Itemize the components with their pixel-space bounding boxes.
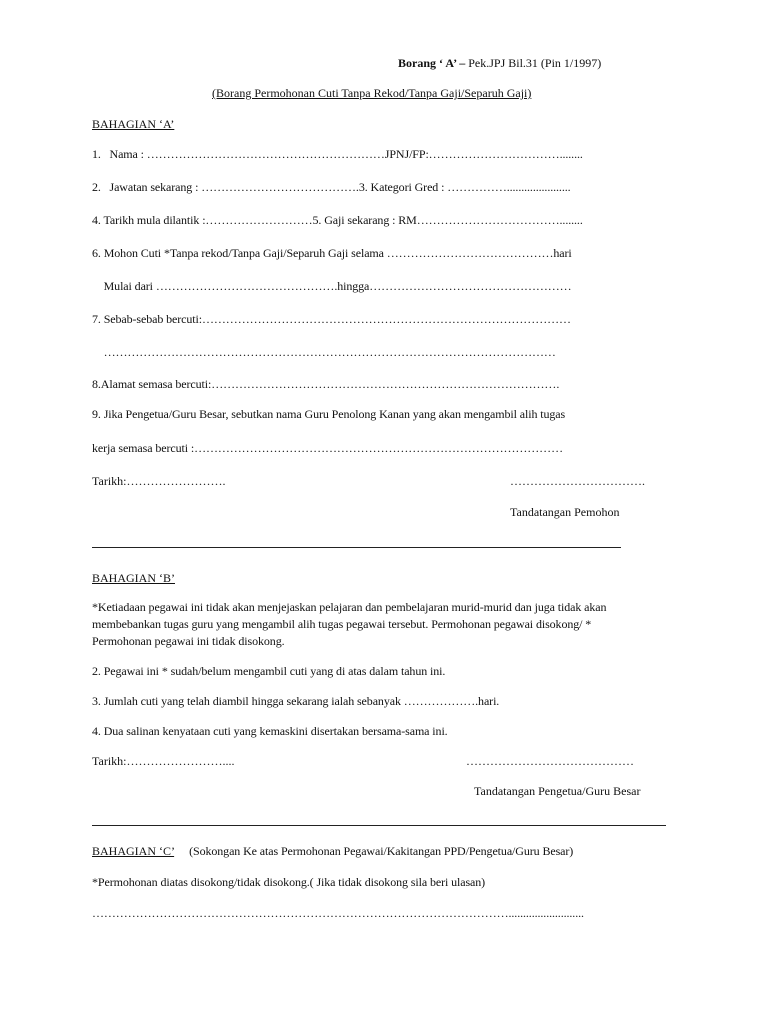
signature-label-pengetua: Tandatangan Pengetua/Guru Besar [474,784,641,798]
form-label: Borang ‘ A’ – [398,56,466,70]
section-c-heading [92,844,573,858]
signature-label-pemohon: Tandatangan Pemohon [510,505,620,519]
field-alamat[interactable]: 8.Alamat semasa bercuti:……………………………………………………………………………. [92,377,560,391]
divider-a [92,547,621,548]
item-9-text: 9. Jika Pengetua/Guru Besar, sebutkan nama Guru Penolong Kanan yang akan mengambil alih tugas [92,407,566,421]
section-b-item-4: 4. Dua salinan kenyataan cuti yang kemaskini disertakan bersama-sama ini. [92,724,448,738]
section-b-para-line2: membebankan tugas guru yang mengambil alih tugas pegawai tersebut. Permohonan pegawai disokong/ * [92,617,592,631]
section-c-line1: *Permohonan diatas disokong/tidak disokong.( Jika tidak disokong sila beri ulasan) [92,875,486,889]
signature-line-pemohon[interactable]: ……………………………. [510,474,645,488]
field-mulai-dari[interactable]: Mulai dari ……………………………………….hingga…………………………………………… [92,279,572,293]
section-b-title: BAHAGIAN ‘B’ [92,571,175,585]
field-ulasan[interactable]: …………………………………………………………………………………………….......................... [92,906,584,920]
field-tarikh-lantik[interactable]: 4. Tarikh mula dilantik :………………………5. Gaji sekarang : RM………………………………........ [92,213,583,227]
field-jumlah-cuti[interactable]: 3. Jumlah cuti yang telah diambil hingga sekarang ialah sebanyak ……………….hari. [92,694,500,708]
section-a-title: BAHAGIAN ‘A’ [92,117,175,131]
field-mohon-cuti[interactable]: 6. Mohon Cuti *Tanpa rekod/Tanpa Gaji/Separuh Gaji selama ……………………………………hari [92,246,572,260]
signature-line-pengetua[interactable]: …………………………………… [466,754,634,768]
field-sebab[interactable]: 7. Sebab-sebab bercuti:………………………………………………………………………………… [92,312,571,326]
field-tarikh-b[interactable]: Tarikh:…………………….... [92,754,235,768]
section-b-item-2: 2. Pegawai ini * sudah/belum mengambil cuti yang di atas dalam tahun ini. [92,664,446,678]
field-kerja-bercuti[interactable]: kerja semasa bercuti :………………………………………………………………………………… [92,441,563,455]
field-jawatan[interactable]: 2. Jawatan sekarang : ………………………………….3. Kategori Gred : ……………...................... [92,180,571,194]
form-reference [398,56,601,70]
section-b-para-line1: *Ketiadaan pegawai ini tidak akan menjejaskan pelajaran dan pembelajaran murid-murid dan juga tidak akan [92,600,607,614]
form-subtitle: (Borang Permohonan Cuti Tanpa Rekod/Tanpa Gaji/Separuh Gaji) [212,86,532,100]
field-nama[interactable]: 1. Nama : ……………………………………………………JPNJ/FP:……………………………........ [92,147,583,161]
field-tarikh-a[interactable]: Tarikh:……………………. [92,474,226,488]
section-b-para-line3: Permohonan pegawai ini tidak disokong. [92,634,285,648]
divider-b [92,825,666,826]
section-c-title: BAHAGIAN ‘C’ [92,844,175,858]
field-sebab-cont[interactable]: …………………………………………………………………………………………………… [92,345,556,359]
section-c-note: (Sokongan Ke atas Permohonan Pegawai/Kakitangan PPD/Pengetua/Guru Besar) [189,844,574,858]
form-ref: Pek.JPJ Bil.31 (Pin 1/1997) [465,56,602,70]
